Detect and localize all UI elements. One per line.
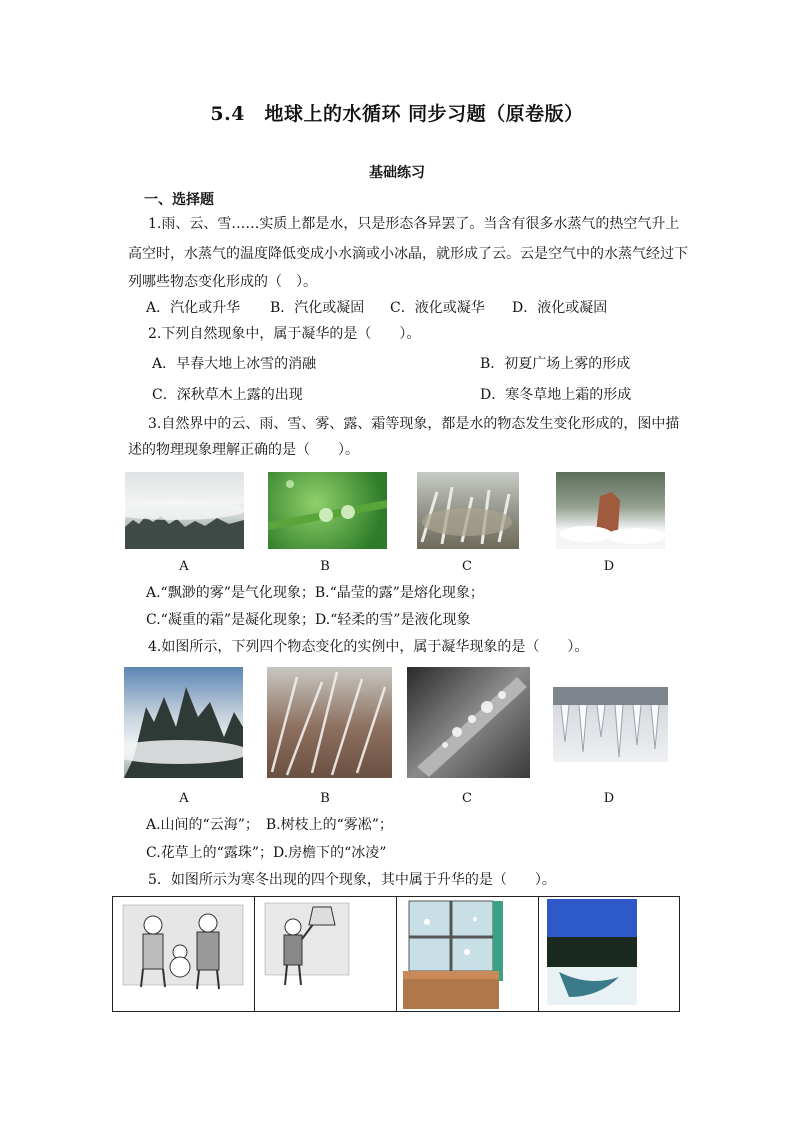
frosted-window-illustration	[397, 897, 537, 1011]
q3-label-d: D	[603, 559, 615, 574]
q1-line1: 1.雨、云、雪……实质上都是水，只是形态各异罢了。当含有很多水蒸气的热空气升上	[148, 216, 680, 232]
q3-label-b: B	[320, 559, 330, 574]
q4-photo-dewdrops	[407, 667, 530, 778]
q1-option-b: B．汽化或凝固	[270, 300, 365, 316]
section-heading: 一、选择题	[144, 192, 214, 208]
q5-image-table	[112, 896, 680, 1012]
q4-option-cd: C.花草上的“露珠”；D.房檐下的“冰凌”	[146, 845, 387, 861]
q3-line1: 3.自然界中的云、雨、雪、雾、露、霜等现象，都是水的物态发生变化形成的，图中描	[148, 416, 680, 432]
q1-line3: 列哪些物态变化形成的（ ）。	[128, 274, 317, 290]
q4-photo-rime	[267, 667, 392, 778]
q4-label-a: A	[179, 791, 189, 806]
q4-photo-cloud-sea	[124, 667, 243, 778]
snowman-children-illustration	[113, 897, 253, 1011]
q3-line2: 述的物理现象理解正确的是（ ）。	[128, 442, 359, 458]
q4-option-ab: A.山间的“云海”； B.树枝上的“雾凇”；	[146, 817, 393, 833]
q3-label-a: A	[179, 559, 189, 574]
q3-label-c: C	[462, 559, 472, 574]
q2-option-a: A．早春大地上冰雪的消融	[152, 356, 317, 372]
q5-cell-frozen-clothes	[255, 897, 397, 1011]
frozen-clothes-illustration	[255, 897, 395, 1011]
q2-option-c: C．深秋草木上露的出现	[152, 387, 303, 403]
q1-option-c: C．液化或凝华	[390, 300, 485, 316]
q1-line2: 高空时，水蒸气的温度降低变成小水滴或小冰晶，就形成了云。云是空气中的水蒸气经过下	[128, 246, 688, 262]
q1-option-a: A．汽化或升华	[146, 300, 241, 316]
q3-option-cd: C.“凝重的霜”是凝化现象；D.“轻柔的雪”是液化现象	[146, 612, 471, 628]
q4-label-d: D	[603, 791, 615, 806]
q3-photo-dew	[268, 472, 387, 549]
q3-photo-fog	[125, 472, 244, 549]
q5-stem: 5．如图所示为寒冬出现的四个现象，其中属于升华的是（ ）。	[148, 872, 556, 888]
q5-cell-window-frost	[397, 897, 539, 1011]
page-title: 5.4 地球上的水循环 同步习题（原卷版）	[210, 103, 584, 125]
q5-cell-snowman	[113, 897, 255, 1011]
q4-stem: 4.如图所示，下列四个物态变化的实例中，属于凝华现象的是（ ）。	[148, 639, 589, 655]
q3-photo-frost	[417, 472, 519, 549]
q4-photo-icicles	[553, 687, 668, 762]
q3-option-ab: A.“飘渺的雾”是气化现象；B.“晶莹的露”是熔化现象；	[146, 585, 484, 601]
q2-stem: 2.下列自然现象中，属于凝华的是（ ）。	[148, 326, 421, 342]
q3-photo-snow	[556, 472, 665, 549]
q1-option-d: D．液化或凝固	[512, 300, 608, 316]
q4-label-c: C	[462, 791, 472, 806]
q5-cell-snow-river	[539, 897, 681, 1011]
q2-option-b: B．初夏广场上雾的形成	[480, 356, 631, 372]
q2-option-d: D．寒冬草地上霜的形成	[480, 387, 632, 403]
snowy-river-photo	[539, 897, 679, 1011]
q4-label-b: B	[320, 791, 330, 806]
section-subtitle: 基础练习	[369, 165, 425, 181]
